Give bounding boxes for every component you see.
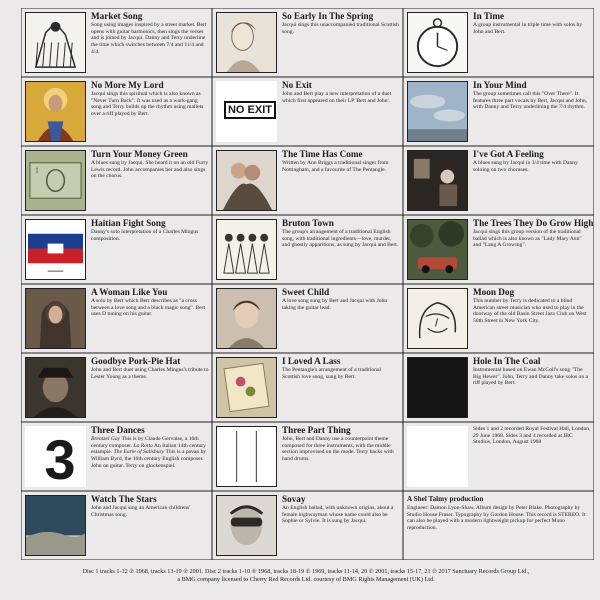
track-title: The Time Has Come — [282, 149, 363, 159]
child-portrait-image-art — [217, 289, 276, 348]
grid-row — [21, 77, 594, 146]
track-description: John and Jacqui sing an American childrens' Christmas song. — [91, 505, 191, 518]
track-description: A solo by Bert which Bert describes as "a cross between a love song and a black magic song". Bert uses D tuning on his guitar. — [91, 298, 206, 318]
religious-icon-image-art — [26, 82, 85, 141]
track-cell — [403, 491, 594, 560]
track-text — [91, 218, 209, 242]
greeting-card-image-art — [217, 358, 276, 417]
track-description: A love song sung by Bert and Jacqui with John taking the guitar lead. — [282, 298, 388, 311]
woman-photo-image-art — [26, 289, 85, 348]
moondog-sketch-image — [407, 288, 468, 349]
trees-car-image — [407, 219, 468, 280]
track-cell — [21, 284, 212, 353]
number-three-image — [25, 426, 86, 487]
track-title: Goodbye Pork-Pie Hat — [91, 356, 181, 366]
woman-photo-image — [25, 288, 86, 349]
haitian-flag-image — [25, 219, 86, 280]
grid-row — [21, 146, 594, 215]
track-text — [91, 356, 209, 380]
track-title: Haitian Fight Song — [91, 218, 166, 228]
track-title: Market Song — [91, 11, 143, 21]
haitian-flag-image-art — [26, 220, 85, 279]
woodcut-figures-image — [216, 219, 277, 280]
track-title: Hole In The Coal — [473, 356, 541, 366]
track-description: John and Bert play a new interpretation of a duet which first appeared on their LP 'Bert and John'. — [282, 91, 392, 104]
embracing-couple-image-art — [217, 151, 276, 210]
track-description: The group sometimes call this "Over There". It features three part vocals by Bert, Jacqui and John, with Danny and Terry underlining the 7/4 rhythm. — [473, 91, 588, 111]
track-description: Sides 1 and 2 recorded Royal Festival Hall, London, 29 June 1968. Sides 3 and 4 recorded at IBC Studios, London, August 1968 — [473, 426, 591, 446]
dollar-bill-image — [25, 150, 86, 211]
track-description: Danny's solo interpretation of a Charles Mingus composition. — [91, 229, 199, 242]
track-cell — [403, 422, 594, 491]
lady-portrait-image — [216, 12, 277, 73]
grid-row — [21, 491, 594, 560]
grid-row — [21, 8, 594, 77]
grid-row — [21, 353, 594, 422]
track-cell — [212, 77, 403, 146]
track-title: A Shel Talmy production — [407, 495, 484, 503]
track-cell — [21, 422, 212, 491]
track-text — [282, 149, 400, 173]
track-cell — [21, 77, 212, 146]
copyright-footer — [22, 568, 590, 584]
track-text — [473, 356, 591, 387]
track-cell — [21, 146, 212, 215]
track-cell — [403, 8, 594, 77]
black-square-image — [407, 357, 468, 418]
track-title: I Loved A Lass — [282, 356, 341, 366]
religious-icon-image — [25, 81, 86, 142]
man-hat-photo-image-art — [26, 358, 85, 417]
track-description: Jacqui sings this spiritual which is also known as "Never Turn Back". It was used as a work-gang song and Terry builds up the rhythm using mallets over a riff played by Bert. — [91, 91, 204, 118]
trees-car-image-art — [408, 220, 467, 279]
pocket-watch-image — [407, 12, 468, 73]
track-title: Three Dances — [91, 425, 145, 435]
track-cell — [212, 215, 403, 284]
no-exit-sign-image — [216, 81, 277, 142]
grid-row — [21, 215, 594, 284]
grid-row — [21, 284, 594, 353]
track-cell — [212, 284, 403, 353]
track-text — [91, 11, 209, 56]
track-title: A Woman Like You — [91, 287, 168, 297]
track-grid — [21, 8, 594, 560]
track-text — [473, 426, 591, 446]
track-cell — [212, 353, 403, 422]
sky-photo-image-art — [408, 82, 467, 141]
woodcut-figures-image-art — [217, 220, 276, 279]
track-description: Engineer: Damon Lyon-Shaw. Album design by Peter Blake. Photography by Studio House Fraser. Typography by Gordon House. This record is STEREO. It can also be played with a modern lightweight pickup for perfect Mono reproduction. — [407, 505, 586, 532]
track-text — [91, 425, 209, 470]
track-description: Written by Ann Briggs a traditional singer from Nottingham, and a favourite of The Pentangle. — [282, 160, 389, 173]
track-cell — [403, 284, 594, 353]
track-title: No Exit — [282, 80, 312, 90]
three-lines-image — [216, 426, 277, 487]
night-sky-image — [25, 495, 86, 556]
track-text — [91, 494, 209, 518]
dollar-bill-image-art — [26, 151, 85, 210]
track-title: No More My Lord — [91, 80, 164, 90]
track-description: A blues sung by Jacqui. She heard it on an old Furry Lewis record. John accompanies her and also sings on the chorus. — [91, 160, 209, 180]
track-text — [473, 80, 591, 111]
footer-line-2: a BMG company licensed to Cherry Red Records Ltd. courtesy of BMG Rights Management (UK) Ltd. — [177, 576, 435, 583]
track-description: An English ballad, with unknown origins, about a female highwayman whose name could also be Sophie or Sylvie. It is sung by Jacqui. — [282, 505, 394, 525]
no-exit-sign-text: NO EXIT — [224, 101, 276, 119]
grid-row — [21, 422, 594, 491]
track-description: John and Bert duet using Charles Mingus's tribute to Lester Young as a theme. — [91, 367, 209, 380]
track-description: The group's arrangement of a traditional English song, with traditional ingredients—love, murder, and ghostly apparitions, as sung by Jacqui and Bert. — [282, 229, 399, 249]
masked-face-image — [216, 495, 277, 556]
track-description: Jacqui sings this group version of the traditional ballad which is also known as "Lady Mary Ann" and "Lang A Growing". — [473, 229, 582, 249]
masked-face-image-art — [217, 496, 276, 555]
track-text — [282, 425, 400, 463]
track-text — [91, 80, 209, 118]
track-title: The Trees They Do Grow High — [473, 218, 594, 228]
three-lines-image-art — [217, 427, 276, 486]
track-title: So Early In The Spring — [282, 11, 374, 21]
market-engraving-image — [25, 12, 86, 73]
track-text — [473, 218, 594, 249]
track-cell — [212, 8, 403, 77]
number-three-text: 3 — [44, 428, 76, 487]
track-title: Turn Your Money Green — [91, 149, 188, 159]
track-cell — [21, 353, 212, 422]
track-cell — [212, 491, 403, 560]
track-cell — [212, 422, 403, 491]
track-cell — [21, 215, 212, 284]
track-description: The Pentangle's arrangement of a traditional Scottish love song, sung by Bert. — [282, 367, 382, 380]
track-text — [282, 494, 400, 525]
child-portrait-image — [216, 288, 277, 349]
track-title: Sovay — [282, 494, 306, 504]
track-cell — [403, 215, 594, 284]
track-text — [282, 80, 400, 104]
dark-interior-image-art — [408, 151, 467, 210]
track-text — [282, 356, 400, 380]
track-text — [282, 218, 400, 249]
svg-text:1: 1 — [34, 166, 40, 175]
moondog-sketch-image-art — [408, 289, 467, 348]
pocket-watch-image-art — [408, 13, 467, 72]
track-text — [407, 494, 589, 532]
track-description: Instrumental based on Ewan McColl's song "The Big Hewer". John, Terry and Danny take solos on a riff played by Bert. — [473, 367, 589, 387]
track-text — [473, 149, 591, 173]
night-sky-image-art — [26, 496, 85, 555]
track-title: Sweet Child — [282, 287, 330, 297]
track-cell — [212, 146, 403, 215]
track-title: Bruton Town — [282, 218, 334, 228]
track-text — [282, 11, 400, 35]
embracing-couple-image — [216, 150, 277, 211]
track-cell — [403, 353, 594, 422]
black-square-image-art — [408, 358, 467, 417]
footer-line-1: Disc 1 tracks 1-12 ℗ 1968, tracks 13-19 ℗ 2001. Disc 2 tracks 1-10 ℗ 1968, tracks 18-19 ℗ 1969, tracks 11-14, 20 ℗ 2001, tracks 15-17, 21 ℗ 2017 Sanctuary Records Group Ltd., — [82, 568, 530, 575]
greeting-card-image — [216, 357, 277, 418]
track-description: Jacqui sings this unaccompanied traditional Scottish song. — [282, 22, 399, 35]
man-hat-photo-image — [25, 357, 86, 418]
track-title: In Your Mind — [473, 80, 527, 90]
track-description: A blues sung by Jacqui in 3/4 time with Danny soloing on two choruses. — [473, 160, 578, 173]
track-text — [91, 287, 209, 318]
track-description: Song using images inspired by a street market. Bert opens with guitar harmonics, then sings the verses and is joined by Jacqui. Danny and Terry underline the time which switches between 7/4 and 11/4 and 4/4. — [91, 22, 207, 55]
blank-square-image — [407, 426, 468, 487]
track-cell — [21, 8, 212, 77]
track-title: Watch The Stars — [91, 494, 157, 504]
track-text — [473, 287, 591, 325]
sky-photo-image — [407, 81, 468, 142]
track-text — [91, 149, 209, 180]
track-cell — [403, 146, 594, 215]
track-text — [473, 11, 591, 35]
lady-portrait-image-art — [217, 13, 276, 72]
dark-interior-image — [407, 150, 468, 211]
track-description: Brentzel Gay This is by Claude Gervaise, a 16th century composer. La Rotta An Italian 14th century estampie. The Earle of Salisbury This is a pavan by William Byrd, the 16th century English composer. John on guitar. Terry on glockenspiel. — [91, 436, 207, 469]
market-engraving-image-art — [26, 13, 85, 72]
track-title: Moon Dog — [473, 287, 515, 297]
track-cell — [403, 77, 594, 146]
track-text — [282, 287, 400, 311]
track-title: Three Part Thing — [282, 425, 351, 435]
track-description: A group instrumental in triple time with solos by John and Bert. — [473, 22, 583, 35]
track-cell — [21, 491, 212, 560]
track-title: In Time — [473, 11, 505, 21]
track-description: John, Bert and Danny use a counterpoint theme composed for three instruments, with the middle section improvised on the mode. Terry backs with hand drums. — [282, 436, 394, 463]
track-description: This number by Terry is dedicated to a blind American street musician who used to play in the doorway of the old Basin Street Jazz Club on West 50th Street in New York City. — [473, 298, 587, 325]
track-title: I've Got A Feeling — [473, 149, 544, 159]
